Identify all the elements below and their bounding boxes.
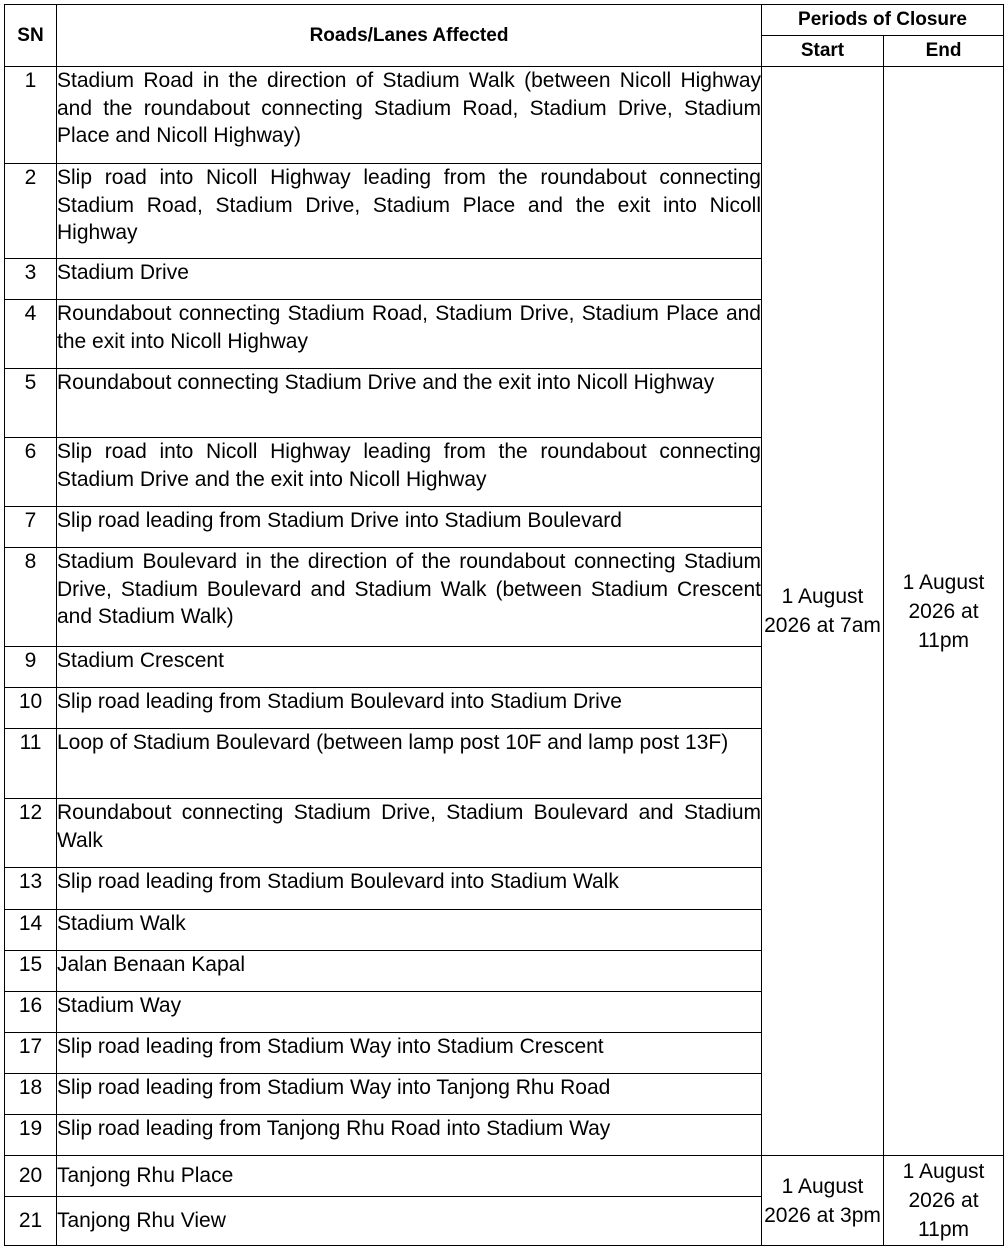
row-road: Slip road leading from Stadium Way into Stadium Crescent <box>57 1033 762 1074</box>
table-row <box>5 67 1004 164</box>
row-road: Stadium Boulevard in the direction of the roundabout connecting Stadium Drive, Stadium Boulevard and Stadium Walk (between Stadium Crescent and Stadium Walk) <box>57 548 762 647</box>
row-road: Stadium Crescent <box>57 647 762 688</box>
period-end-2: 1 August 2026 at 11pm <box>884 1156 1004 1246</box>
row-road: Roundabout connecting Stadium Road, Stadium Drive, Stadium Place and the exit into Nicoll Highway <box>57 300 762 369</box>
period-start-2: 1 August 2026 at 3pm <box>762 1156 884 1246</box>
row-road: Slip road leading from Stadium Way into Tanjong Rhu Road <box>57 1074 762 1115</box>
row-road: Loop of Stadium Boulevard (between lamp post 10F and lamp post 13F) <box>57 729 762 799</box>
row-sn: 17 <box>5 1033 57 1074</box>
row-road: Slip road leading from Tanjong Rhu Road into Stadium Way <box>57 1115 762 1156</box>
row-sn: 11 <box>5 729 57 799</box>
row-sn: 2 <box>5 164 57 259</box>
row-sn: 9 <box>5 647 57 688</box>
row-sn: 13 <box>5 868 57 910</box>
row-sn: 10 <box>5 688 57 729</box>
row-road: Stadium Way <box>57 992 762 1033</box>
header-roads: Roads/Lanes Affected <box>57 5 762 67</box>
header-end: End <box>884 36 1004 67</box>
row-road: Slip road into Nicoll Highway leading from the roundabout connecting Stadium Drive and the exit into Nicoll Highway <box>57 438 762 507</box>
row-sn: 21 <box>5 1197 57 1246</box>
period-end-1: 1 August 2026 at 11pm <box>884 67 1004 1156</box>
row-sn: 15 <box>5 951 57 992</box>
row-sn: 12 <box>5 799 57 868</box>
row-sn: 8 <box>5 548 57 647</box>
row-sn: 3 <box>5 259 57 300</box>
row-sn: 14 <box>5 910 57 951</box>
row-road: Stadium Road in the direction of Stadium Walk (between Nicoll Highway and the roundabout connecting Stadium Road, Stadium Drive, Stadium Place and Nicoll Highway) <box>57 67 762 164</box>
header-start: Start <box>762 36 884 67</box>
row-sn: 20 <box>5 1156 57 1197</box>
row-road: Stadium Walk <box>57 910 762 951</box>
row-road: Slip road leading from Stadium Boulevard into Stadium Drive <box>57 688 762 729</box>
row-sn: 6 <box>5 438 57 507</box>
row-sn: 5 <box>5 369 57 438</box>
row-road: Jalan Benaan Kapal <box>57 951 762 992</box>
road-closure-table <box>4 4 1004 1246</box>
row-sn: 4 <box>5 300 57 369</box>
row-road: Roundabout connecting Stadium Drive and the exit into Nicoll Highway <box>57 369 762 438</box>
row-sn: 16 <box>5 992 57 1033</box>
row-road: Tanjong Rhu Place <box>57 1156 762 1197</box>
table-row <box>5 1156 1004 1197</box>
row-sn: 19 <box>5 1115 57 1156</box>
row-road: Roundabout connecting Stadium Drive, Stadium Boulevard and Stadium Walk <box>57 799 762 868</box>
row-road: Slip road leading from Stadium Boulevard into Stadium Walk <box>57 868 762 910</box>
period-start-1: 1 August 2026 at 7am <box>762 67 884 1156</box>
header-sn: SN <box>5 5 57 67</box>
row-sn: 1 <box>5 67 57 164</box>
row-road: Slip road leading from Stadium Drive into Stadium Boulevard <box>57 507 762 548</box>
row-sn: 7 <box>5 507 57 548</box>
header-periods: Periods of Closure <box>762 5 1004 36</box>
row-road: Slip road into Nicoll Highway leading from the roundabout connecting Stadium Road, Stadium Drive, Stadium Place and the exit into Nicoll Highway <box>57 164 762 259</box>
row-sn: 18 <box>5 1074 57 1115</box>
row-road: Stadium Drive <box>57 259 762 300</box>
row-road: Tanjong Rhu View <box>57 1197 762 1246</box>
